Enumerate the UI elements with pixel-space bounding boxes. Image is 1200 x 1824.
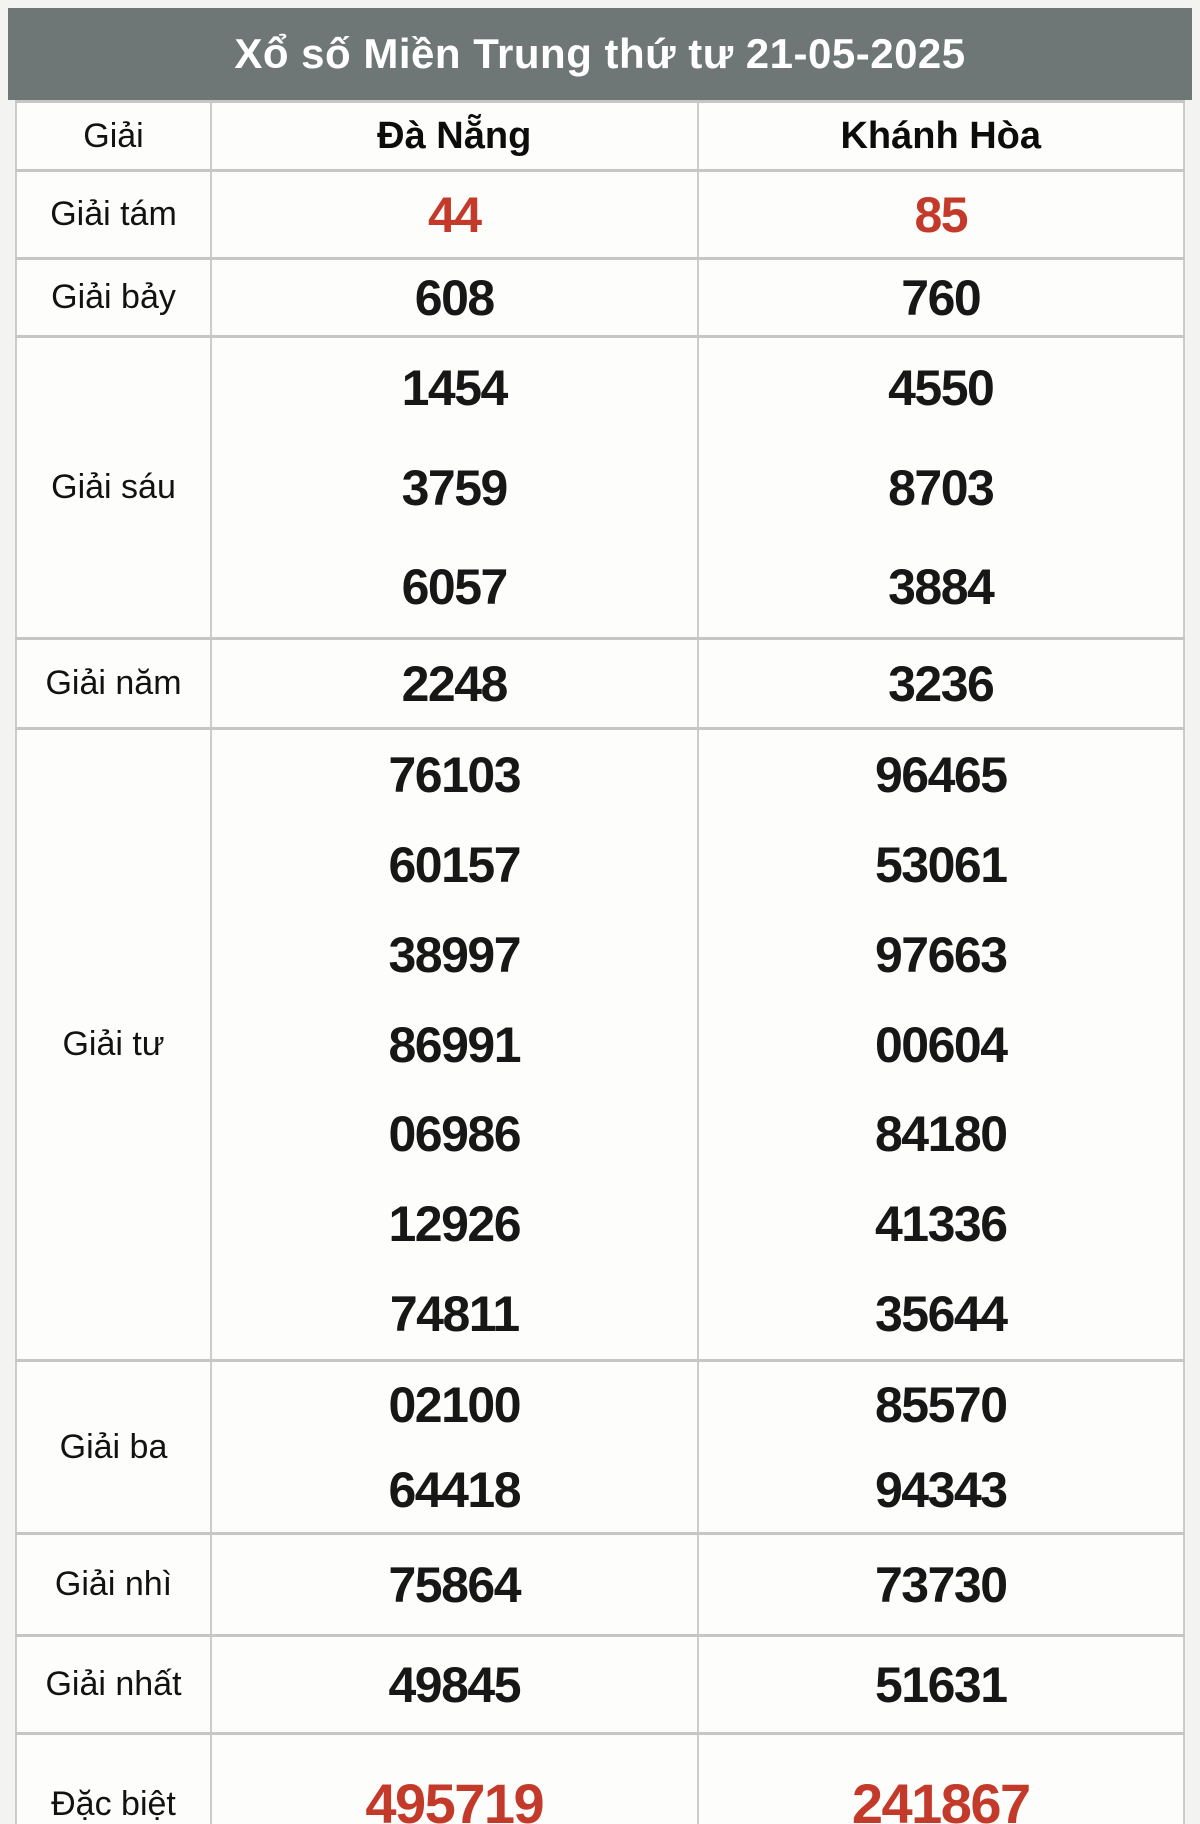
table-row-giai-bay — [16, 259, 1184, 337]
row-label-dac-biet: Đặc biệt — [16, 1734, 211, 1824]
cell-giai-bay-da-nang — [211, 259, 698, 337]
prize-number: 38997 — [388, 926, 521, 983]
prize-number: 3759 — [401, 459, 507, 516]
row-label-giai-nhat: Giải nhất — [16, 1636, 211, 1734]
prize-number: 41336 — [874, 1196, 1007, 1253]
prize-number: 00604 — [874, 1016, 1007, 1073]
prize-number: 1454 — [401, 359, 507, 416]
prize-number: 760 — [901, 269, 981, 326]
prize-number: 85570 — [874, 1376, 1007, 1433]
prize-number: 6057 — [401, 559, 507, 616]
prize-number: 64418 — [388, 1461, 521, 1518]
cell-dac-biet-da-nang — [211, 1734, 698, 1824]
cell-giai-tu-khanh-hoa — [698, 729, 1185, 1361]
prize-number: 75864 — [388, 1556, 521, 1613]
prize-number: 608 — [414, 269, 494, 326]
prize-number: 84180 — [874, 1106, 1007, 1163]
prize-number: 12926 — [388, 1196, 521, 1253]
cell-giai-ba-da-nang — [211, 1361, 698, 1534]
row-label-giai-sau: Giải sáu — [16, 337, 211, 639]
table-row-giai-tu — [16, 729, 1184, 1361]
row-label-giai-tam: Giải tám — [16, 171, 211, 259]
table-row-giai-sau — [16, 337, 1184, 639]
cell-giai-nhi-da-nang — [211, 1534, 698, 1636]
column-header-da-nang: Đà Nẵng — [211, 102, 698, 171]
prize-number: 02100 — [388, 1376, 521, 1433]
prize-number: 241867 — [851, 1772, 1030, 1824]
results-table — [15, 100, 1185, 1824]
prize-number: 4550 — [888, 359, 994, 416]
cell-giai-nhat-da-nang — [211, 1636, 698, 1734]
cell-giai-bay-khanh-hoa — [698, 259, 1185, 337]
row-label-giai-tu: Giải tư — [16, 729, 211, 1361]
prize-number: 44 — [427, 186, 481, 243]
table-row-giai-nam — [16, 639, 1184, 729]
prize-number: 51631 — [874, 1656, 1007, 1713]
prize-number: 85 — [914, 186, 968, 243]
prize-number: 06986 — [388, 1106, 521, 1163]
column-header-khanh-hoa: Khánh Hòa — [698, 102, 1185, 171]
column-header-prize: Giải — [16, 102, 211, 171]
cell-giai-tu-da-nang — [211, 729, 698, 1361]
prize-number: 96465 — [874, 746, 1007, 803]
row-label-giai-nhi: Giải nhì — [16, 1534, 211, 1636]
cell-giai-sau-khanh-hoa — [698, 337, 1185, 639]
prize-number: 97663 — [874, 926, 1007, 983]
prize-number: 3884 — [888, 559, 994, 616]
cell-dac-biet-khanh-hoa — [698, 1734, 1185, 1824]
table-header-row — [16, 102, 1184, 171]
row-label-giai-nam: Giải năm — [16, 639, 211, 729]
prize-number: 60157 — [388, 836, 521, 893]
prize-number: 3236 — [888, 655, 994, 712]
prize-number: 94343 — [874, 1461, 1007, 1518]
cell-giai-nhi-khanh-hoa — [698, 1534, 1185, 1636]
prize-number: 86991 — [388, 1016, 521, 1073]
cell-giai-nam-da-nang — [211, 639, 698, 729]
cell-giai-tam-da-nang — [211, 171, 698, 259]
cell-giai-nhat-khanh-hoa — [698, 1636, 1185, 1734]
table-row-giai-tam — [16, 171, 1184, 259]
row-label-giai-bay: Giải bảy — [16, 259, 211, 337]
prize-number: 76103 — [388, 746, 521, 803]
table-row-giai-nhat — [16, 1636, 1184, 1734]
table-row-giai-nhi — [16, 1534, 1184, 1636]
prize-number: 495719 — [365, 1772, 544, 1824]
page-title: Xổ số Miền Trung thứ tư 21-05-2025 — [8, 8, 1192, 100]
table-row-dac-biet — [16, 1734, 1184, 1824]
cell-giai-ba-khanh-hoa — [698, 1361, 1185, 1534]
prize-number: 73730 — [874, 1556, 1007, 1613]
prize-number: 35644 — [874, 1286, 1007, 1343]
cell-giai-sau-da-nang — [211, 337, 698, 639]
cell-giai-tam-khanh-hoa — [698, 171, 1185, 259]
row-label-giai-ba: Giải ba — [16, 1361, 211, 1534]
prize-number: 49845 — [388, 1656, 521, 1713]
cell-giai-nam-khanh-hoa — [698, 639, 1185, 729]
prize-number: 74811 — [389, 1286, 519, 1343]
prize-number: 53061 — [874, 836, 1007, 893]
prize-number: 2248 — [401, 655, 507, 712]
prize-number: 8703 — [888, 459, 994, 516]
table-row-giai-ba — [16, 1361, 1184, 1534]
